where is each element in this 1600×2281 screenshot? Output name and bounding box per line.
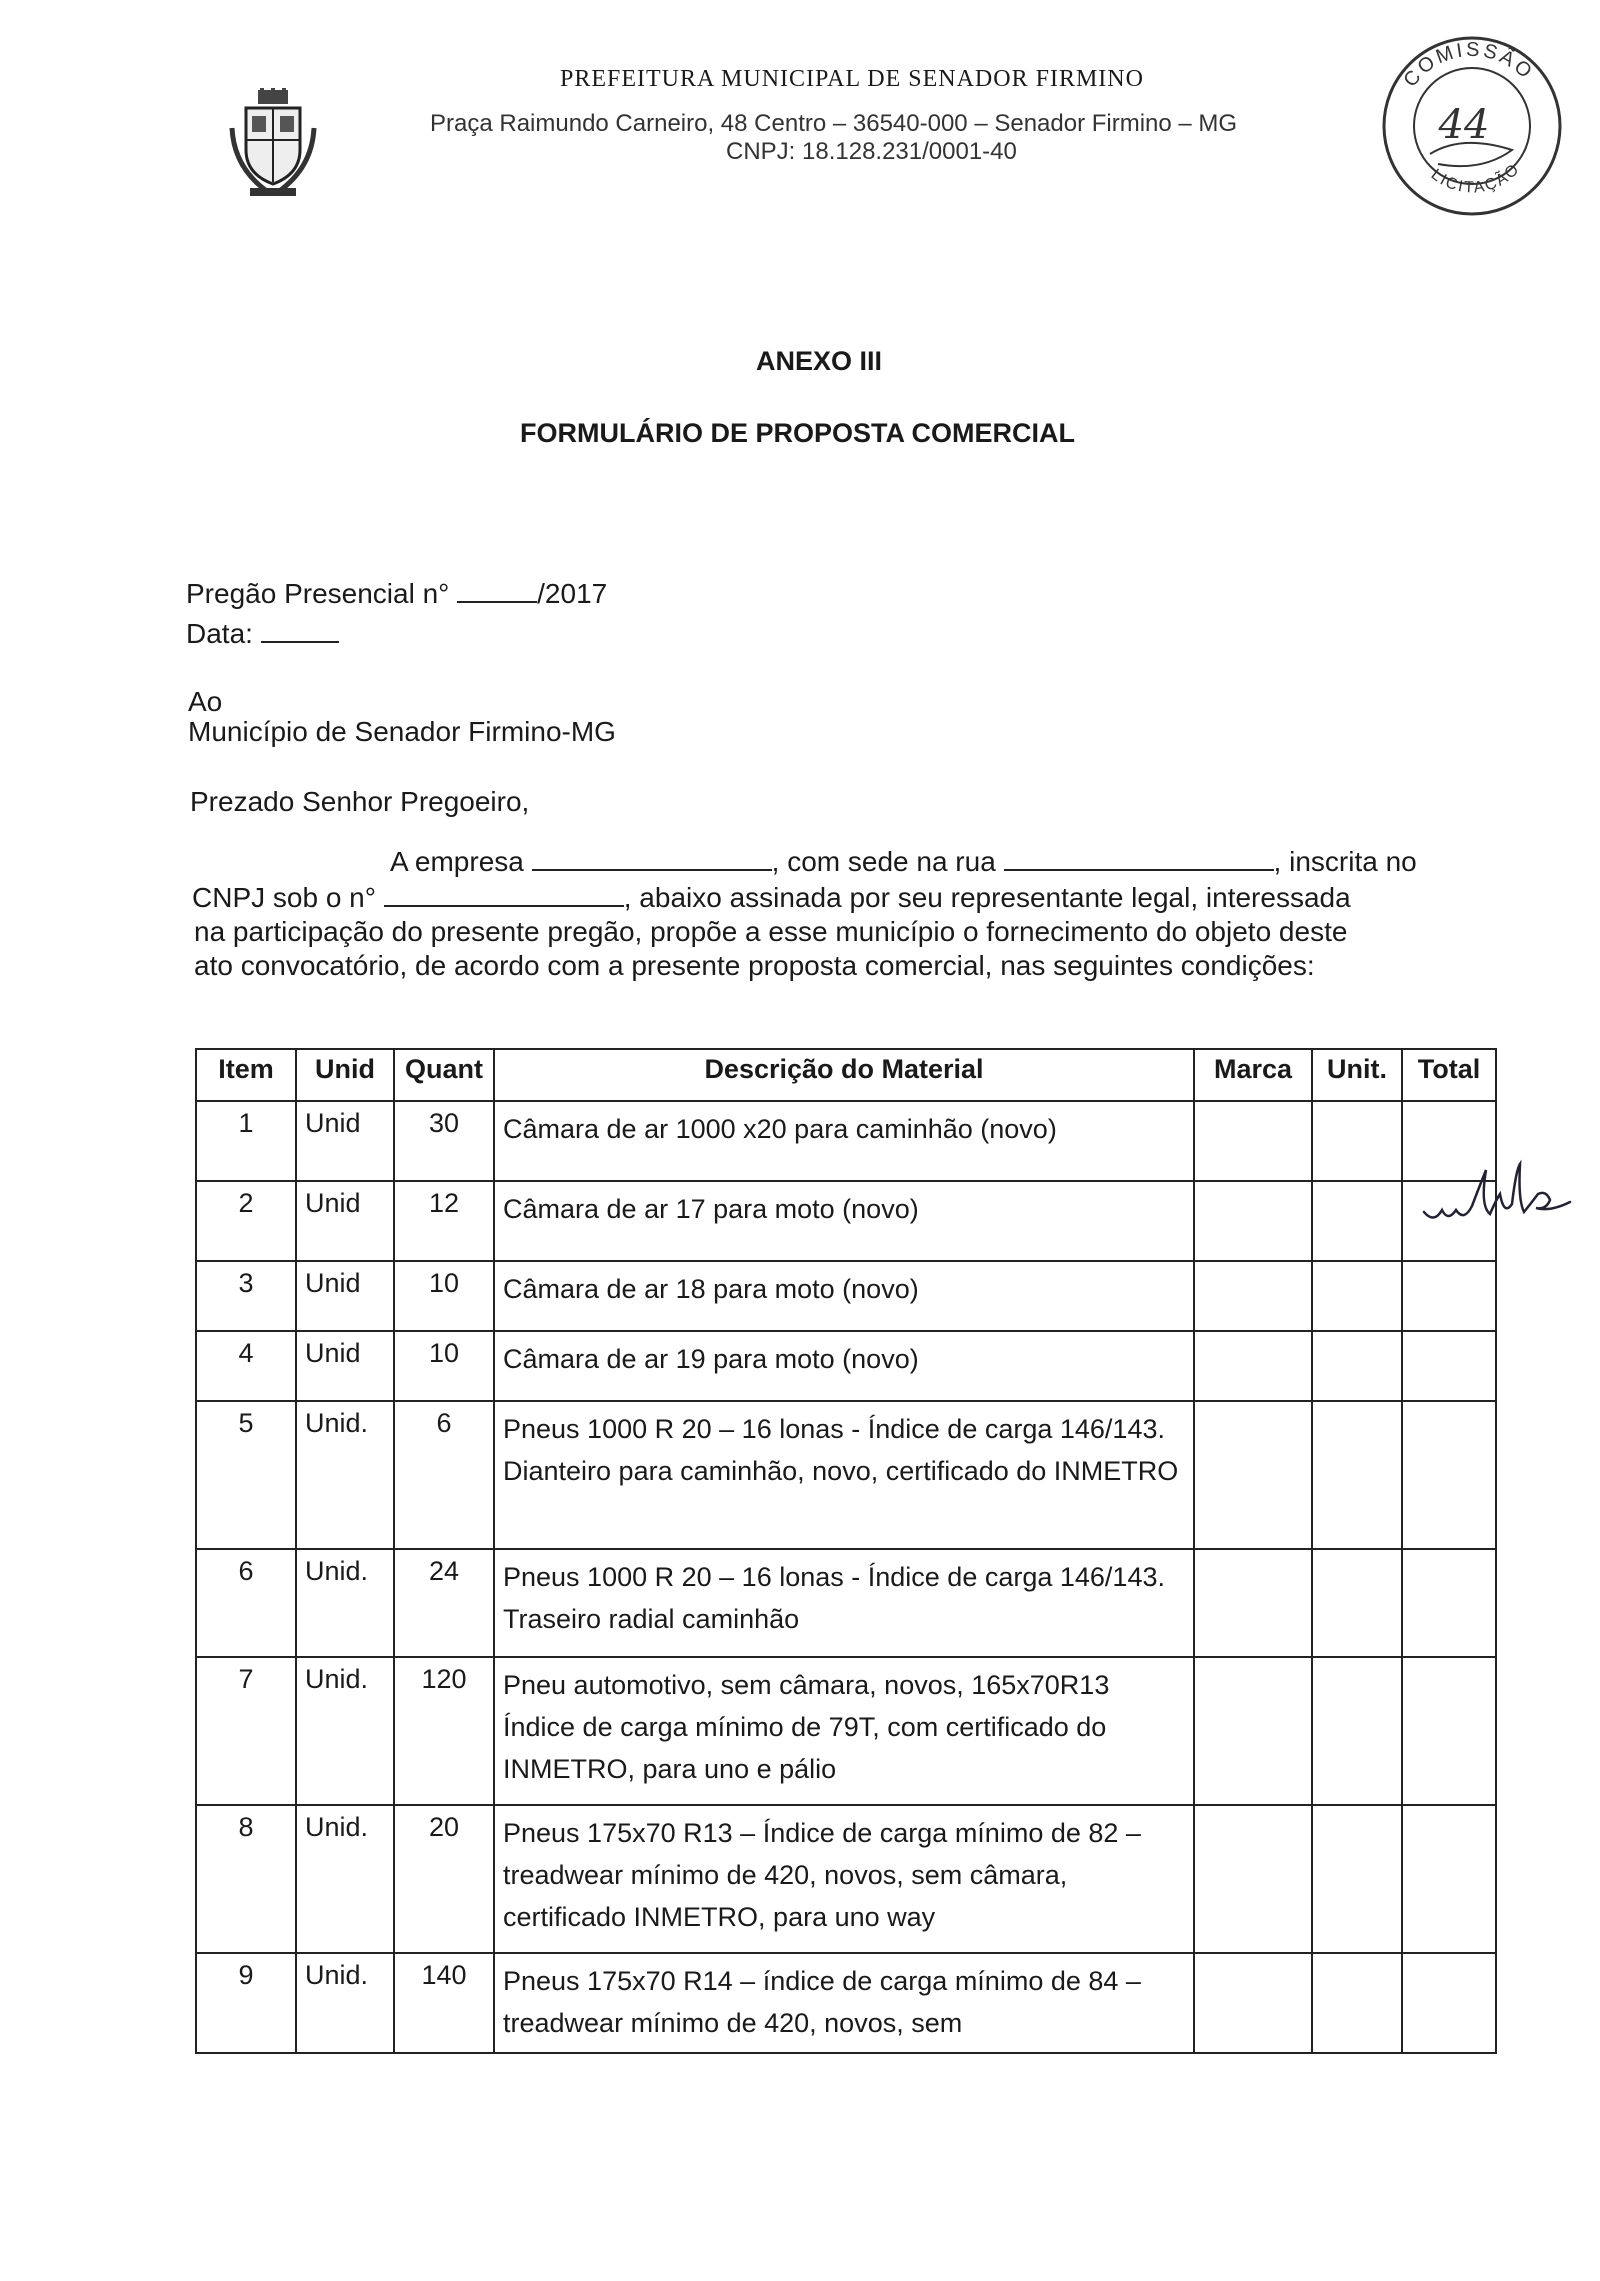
proposal-table	[195, 1048, 1497, 2054]
cell-item: 5	[196, 1401, 296, 1549]
cell-quant: 10	[394, 1261, 494, 1331]
table-row	[196, 1261, 1496, 1331]
cell-brand[interactable]	[1194, 1657, 1312, 1805]
cnpj-label: CNPJ sob o n°	[192, 882, 376, 913]
pregao-line	[186, 578, 607, 610]
date-label: Data:	[186, 618, 253, 649]
cell-unit-price[interactable]	[1312, 1181, 1402, 1261]
annex-heading: ANEXO III	[756, 346, 883, 376]
cell-total[interactable]	[1402, 1261, 1496, 1331]
cell-brand[interactable]	[1194, 1181, 1312, 1261]
table-row	[196, 1181, 1496, 1261]
table-row	[196, 1101, 1496, 1181]
cell-quant: 10	[394, 1331, 494, 1401]
cell-unit-price[interactable]	[1312, 1657, 1402, 1805]
cell-description: Pneu automotivo, sem câmara, novos, 165x70R13 Índice de carga mínimo de 79T, com certificado do INMETRO, para uno e pálio	[494, 1657, 1194, 1805]
cell-item: 8	[196, 1805, 296, 1953]
cell-unid: Unid.	[296, 1401, 394, 1549]
cell-brand[interactable]	[1194, 1331, 1312, 1401]
cell-description: Câmara de ar 17 para moto (novo)	[494, 1181, 1194, 1261]
cell-unit-price[interactable]	[1312, 1261, 1402, 1331]
body-line-1	[390, 846, 1417, 878]
cell-total[interactable]	[1402, 1549, 1496, 1657]
cell-brand[interactable]	[1194, 1401, 1312, 1549]
cell-description: Câmara de ar 1000 x20 para caminhão (novo)	[494, 1101, 1194, 1181]
svg-text:COMISSÃO	[1399, 39, 1538, 92]
date-blank[interactable]	[261, 619, 339, 643]
table-row	[196, 1805, 1496, 1953]
cell-quant: 20	[394, 1805, 494, 1953]
cell-brand[interactable]	[1194, 1953, 1312, 2053]
cell-brand[interactable]	[1194, 1805, 1312, 1953]
addressee-line-1: Ao	[188, 686, 223, 717]
cell-item: 2	[196, 1181, 296, 1261]
cell-total[interactable]	[1402, 1657, 1496, 1805]
pregao-number-blank[interactable]	[457, 579, 537, 603]
cell-unit-price[interactable]	[1312, 1549, 1402, 1657]
cell-quant: 24	[394, 1549, 494, 1657]
body-line-4: ato convocatório, de acordo com a presente proposta comercial, nas seguintes condições:	[194, 950, 1315, 981]
company-label: A empresa	[390, 846, 524, 877]
addressee-line-2: Município de Senador Firmino-MG	[188, 716, 616, 747]
date-line	[186, 618, 339, 650]
header-unit-price: Unit.	[1312, 1049, 1402, 1101]
header-brand: Marca	[1194, 1049, 1312, 1101]
cell-description: Pneus 175x70 R14 – índice de carga mínimo de 84 – treadwear mínimo de 420, novos, sem	[494, 1953, 1194, 2053]
pregao-year: /2017	[537, 578, 608, 609]
header-unid: Unid	[296, 1049, 394, 1101]
cell-description: Câmara de ar 18 para moto (novo)	[494, 1261, 1194, 1331]
cell-unid: Unid.	[296, 1805, 394, 1953]
cell-brand[interactable]	[1194, 1101, 1312, 1181]
cell-unid: Unid	[296, 1261, 394, 1331]
cell-brand[interactable]	[1194, 1261, 1312, 1331]
cell-description: Câmara de ar 19 para moto (novo)	[494, 1331, 1194, 1401]
cell-quant: 12	[394, 1181, 494, 1261]
cell-item: 1	[196, 1101, 296, 1181]
municipality-address: Praça Raimundo Carneiro, 48 Centro – 36540-000 – Senador Firmino – MG	[430, 110, 1238, 137]
street-blank[interactable]	[1004, 847, 1274, 871]
cell-unit-price[interactable]	[1312, 1805, 1402, 1953]
handwritten-signature	[1420, 1150, 1580, 1240]
cell-quant: 6	[394, 1401, 494, 1549]
table-header-row	[196, 1049, 1496, 1101]
body-line-2	[192, 882, 1351, 914]
cell-item: 6	[196, 1549, 296, 1657]
street-label: , com sede na rua	[771, 846, 996, 877]
cell-unit-price[interactable]	[1312, 1331, 1402, 1401]
cell-brand[interactable]	[1194, 1549, 1312, 1657]
table-row	[196, 1549, 1496, 1657]
cell-unid: Unid	[296, 1101, 394, 1181]
cell-description: Pneus 1000 R 20 – 16 lonas - Índice de carga 146/143. Traseiro radial caminhão	[494, 1549, 1194, 1657]
stamp-top-text: COMISSÃO	[1399, 38, 1538, 92]
cnpj-blank[interactable]	[384, 883, 624, 907]
cell-item: 7	[196, 1657, 296, 1805]
header-item: Item	[196, 1049, 296, 1101]
table-row	[196, 1331, 1496, 1401]
table-row	[196, 1953, 1496, 2053]
cell-total[interactable]	[1402, 1953, 1496, 2053]
cell-total[interactable]	[1402, 1401, 1496, 1549]
cell-unid: Unid	[296, 1181, 394, 1261]
table-row	[196, 1401, 1496, 1549]
cell-unid: Unid.	[296, 1657, 394, 1805]
cell-unid: Unid	[296, 1331, 394, 1401]
municipality-title: PREFEITURA MUNICIPAL DE SENADOR FIRMINO	[560, 66, 1144, 92]
representative-text: , abaixo assinada por seu representante legal, interessada	[623, 882, 1351, 913]
cell-unit-price[interactable]	[1312, 1401, 1402, 1549]
cell-total[interactable]	[1402, 1331, 1496, 1401]
cell-unit-price[interactable]	[1312, 1953, 1402, 2053]
cell-total[interactable]	[1402, 1805, 1496, 1953]
cell-description: Pneus 1000 R 20 – 16 lonas - Índice de carga 146/143. Dianteiro para caminhão, novo, certificado do INMETRO	[494, 1401, 1194, 1549]
cell-description: Pneus 175x70 R13 – Índice de carga mínimo de 82 – treadwear mínimo de 420, novos, sem câmara, certificado INMETRO, para uno way	[494, 1805, 1194, 1953]
cell-quant: 120	[394, 1657, 494, 1805]
header-quant: Quant	[394, 1049, 494, 1101]
coat-of-arms-icon	[228, 88, 318, 200]
body-line-3: na participação do presente pregão, propõe a esse município o fornecimento do objeto deste	[194, 916, 1348, 947]
table-row	[196, 1657, 1496, 1805]
cell-quant: 140	[394, 1953, 494, 2053]
cell-item: 3	[196, 1261, 296, 1331]
cell-unid: Unid.	[296, 1953, 394, 2053]
municipality-cnpj: CNPJ: 18.128.231/0001-40	[726, 138, 1017, 165]
greeting: Prezado Senhor Pregoeiro,	[190, 786, 530, 817]
cell-unit-price[interactable]	[1312, 1101, 1402, 1181]
header-total: Total	[1402, 1049, 1496, 1101]
cell-quant: 30	[394, 1101, 494, 1181]
company-name-blank[interactable]	[532, 847, 772, 871]
header-description: Descrição do Material	[494, 1049, 1194, 1101]
commission-stamp	[1372, 26, 1572, 226]
stamp-bottom-text: LICITAÇÃO	[1427, 160, 1524, 197]
stamp-number: 44	[1438, 102, 1490, 148]
cell-item: 4	[196, 1331, 296, 1401]
registered-label: , inscrita no	[1273, 846, 1417, 877]
pregao-label: Pregão Presencial n°	[186, 578, 450, 609]
cell-item: 9	[196, 1953, 296, 2053]
form-title: FORMULÁRIO DE PROPOSTA COMERCIAL	[520, 418, 1075, 448]
cell-unid: Unid.	[296, 1549, 394, 1657]
